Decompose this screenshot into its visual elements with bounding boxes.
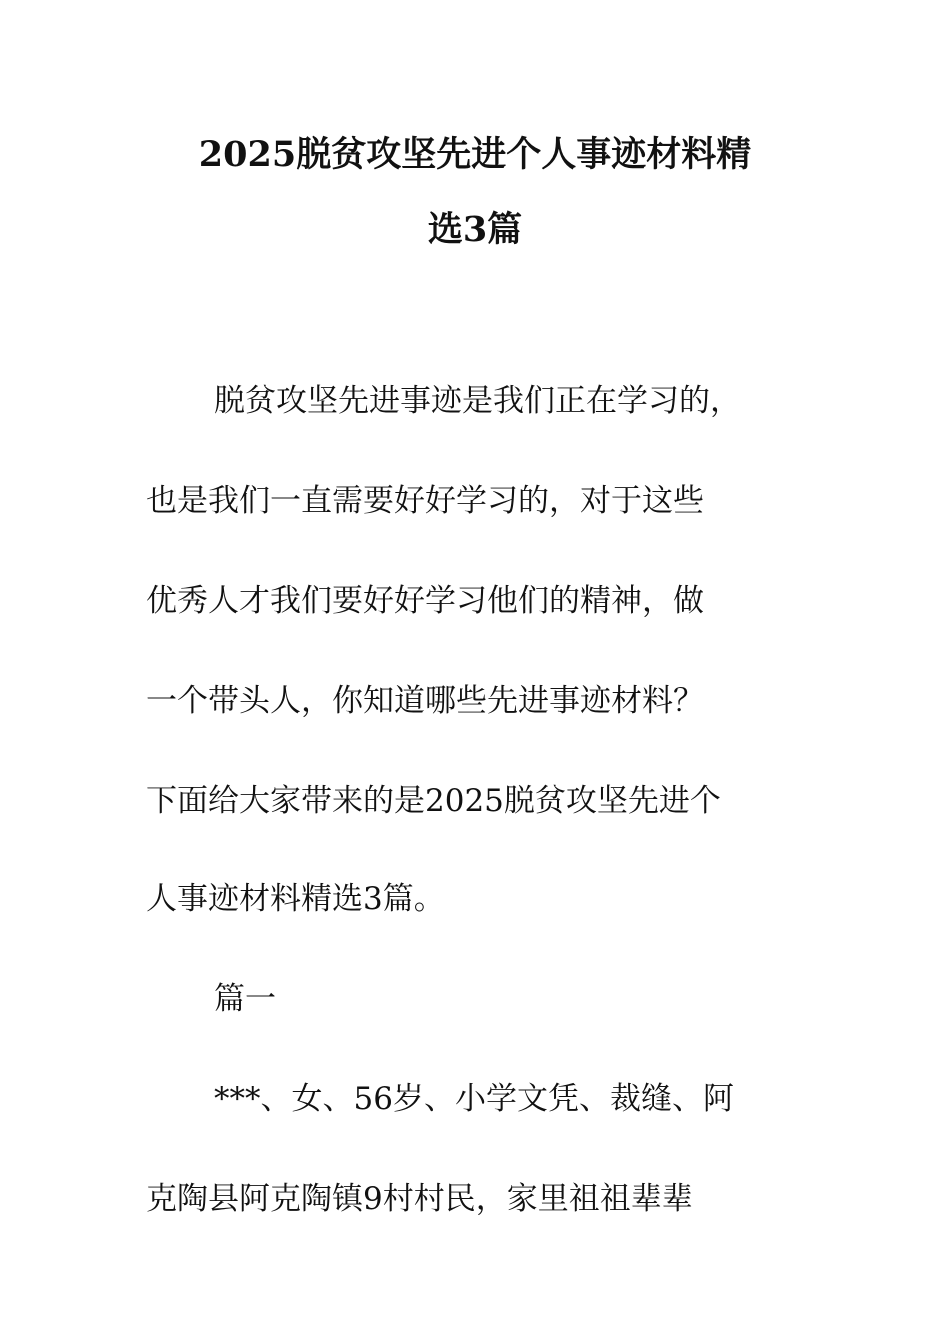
paragraph-line: ***、女、56岁、小学文凭、裁缝、阿 bbox=[214, 1081, 734, 1117]
document-title-line-1: 2025脱贫攻坚先进个人事迹材料精 bbox=[198, 134, 752, 175]
paragraph-line: 下面给大家带来的是2025脱贫攻坚先进个 bbox=[146, 783, 721, 819]
paragraph-line: 优秀人才我们要好好学习他们的精神，做 bbox=[146, 583, 704, 619]
section-heading: 篇一 bbox=[214, 981, 276, 1017]
paragraph-line: 脱贫攻坚先进事迹是我们正在学习的， bbox=[214, 383, 741, 419]
paragraph-line: 人事迹材料精选3篇。 bbox=[146, 881, 445, 917]
paragraph-line: 也是我们一直需要好好学习的，对于这些 bbox=[146, 483, 704, 519]
paragraph-line: 克陶县阿克陶镇9村村民，家里祖祖辈辈 bbox=[146, 1181, 693, 1217]
document-title-line-2: 选3篇 bbox=[427, 209, 523, 250]
paragraph-line: 一个带头人，你知道哪些先进事迹材料？ bbox=[146, 683, 704, 719]
